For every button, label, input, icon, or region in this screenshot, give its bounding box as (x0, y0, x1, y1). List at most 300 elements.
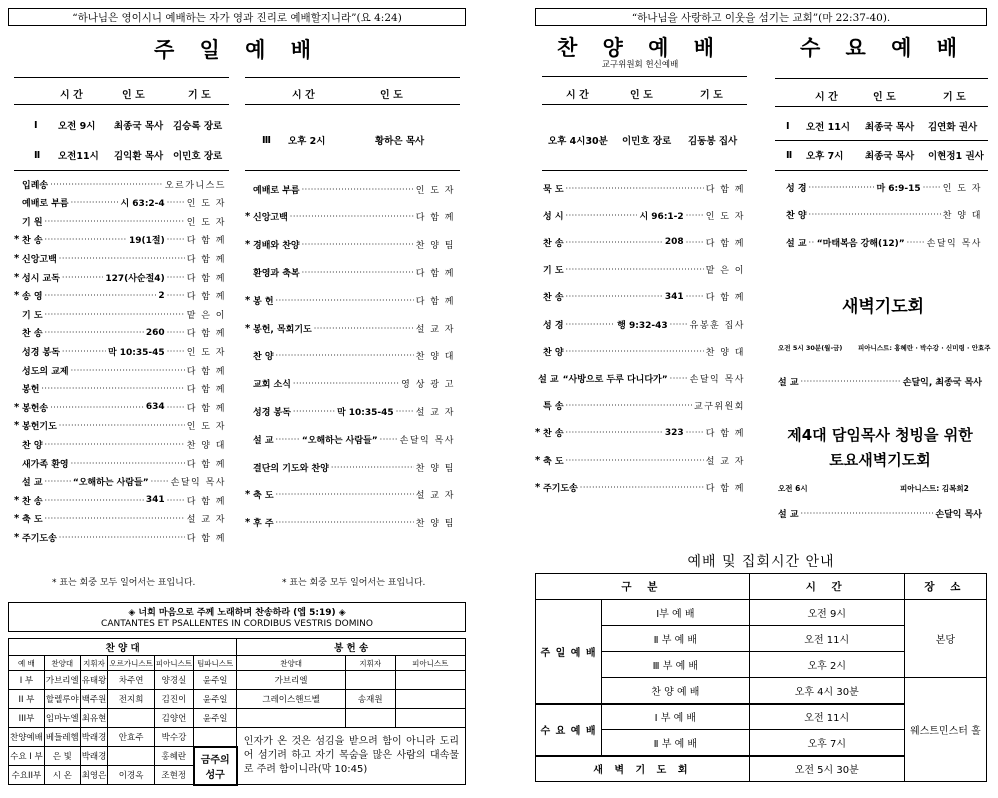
order-item-name: 설 교 (253, 435, 274, 446)
other-place: 웨스트민스터 홀 (904, 678, 986, 782)
leader-dots (41, 384, 184, 393)
standing-mark: * (245, 211, 251, 223)
order-item (778, 235, 982, 249)
order-item (245, 516, 455, 530)
order-item-name: 후 주 (253, 519, 274, 530)
order-item-assignee: 설 교 자 (415, 324, 455, 335)
choir-col-header: 지휘자 (80, 656, 108, 671)
choir-cell (395, 671, 465, 690)
choir-cell: 박래경 (80, 728, 108, 747)
divider (245, 170, 460, 171)
leader-dots (167, 328, 185, 337)
order-item-assignee: 다 함 께 (415, 268, 455, 279)
order-item-name: 성도의 교제 (22, 366, 69, 377)
header-leader: 인 도 (122, 90, 145, 101)
choir-col-header: 찬양대 (237, 656, 346, 671)
leader-dots (670, 320, 688, 329)
order-item (14, 419, 226, 433)
order-item (14, 270, 226, 284)
standing-mark: * (14, 513, 20, 525)
choir-table (8, 638, 466, 786)
schedule-table (535, 573, 987, 782)
order-item (14, 530, 226, 544)
standing-mark: * (14, 494, 20, 506)
order-item-name: 설 교 (22, 478, 43, 489)
order-item-assignee: 찬 양 대 (415, 352, 455, 363)
order-item-name: 예배로 부름 (22, 199, 69, 210)
leader-dots (801, 377, 901, 386)
order-item-assignee: 다 함 께 (705, 184, 745, 195)
order-item-assignee: 설 교 자 (415, 491, 455, 502)
leader-dots (276, 490, 414, 499)
order-item-name: 교회 소식 (253, 380, 291, 391)
order-item (535, 344, 745, 358)
standing-mark: * (535, 427, 541, 439)
order-item-name: 찬 양 (22, 440, 43, 451)
choir-cell: 최유현 (80, 709, 108, 728)
divider (14, 77, 229, 78)
order-item (14, 251, 226, 265)
schedule-service: 찬 양 예 배 (602, 678, 750, 704)
order-item-name: 예배로 부름 (253, 185, 300, 196)
order-item-detail: “사방으로 두루 다니다가” (562, 374, 668, 385)
saturday-time: 오전 6시 (778, 484, 808, 493)
service-prayer: 이현정1 권사 (928, 151, 984, 162)
leader-dots (566, 184, 704, 193)
dawn-pianists: 피아니스트: 홍혜란 · 박수강 · 신미령 · 안효주 (858, 344, 991, 352)
leader-dots (167, 198, 185, 207)
order-item (245, 210, 455, 224)
standing-mark: * (14, 234, 20, 246)
standing-mark: * (245, 322, 251, 334)
order-item-name: 축 도 (253, 491, 274, 502)
header-prayer: 기 도 (700, 90, 723, 101)
standing-mark: * (14, 401, 20, 413)
service-number: Ⅲ (262, 135, 271, 146)
choir-cell: I 부 (9, 671, 45, 690)
order-item-name: 새가족 환영 (22, 459, 69, 470)
order-item-assignee: 다 함 께 (415, 296, 455, 307)
order-item-assignee: 설 교 자 (705, 456, 745, 467)
leader-dots (45, 291, 157, 300)
divider (542, 76, 747, 77)
order-item-detail: 260 (145, 327, 165, 338)
choir-verse-latin: CANTANTES ET PSALLENTES IN CORDIBUS VESTRIS DOMINO (101, 619, 373, 629)
leader-dots (331, 463, 414, 472)
choir-cell: 이경옥 (108, 766, 154, 785)
order-item (245, 238, 455, 252)
order-item-assignee: 다 함 께 (705, 238, 745, 249)
choir-cell: 임마누엘 (44, 709, 80, 728)
order-item-name: 찬 송 (543, 293, 564, 304)
order-item (245, 488, 455, 502)
header-time: 시 간 (292, 90, 315, 101)
divider (542, 104, 747, 105)
order-item (245, 265, 455, 279)
offertory-group-header: 봉 헌 송 (237, 639, 466, 656)
order-item-assignee: 다 함 께 (186, 385, 226, 396)
order-item-name: 성경 봉독 (253, 407, 291, 418)
order-item-name: 기 도 (22, 310, 43, 321)
order-item-name: 찬 양 (786, 211, 807, 221)
order-item-assignee: 다 함 께 (186, 366, 226, 377)
choir-cell: II 부 (9, 690, 45, 709)
divider (14, 104, 229, 105)
order-item-assignee: 찬 양 대 (705, 347, 745, 358)
order-item-assignee: 인 도 자 (186, 347, 226, 358)
choir-col-header: 찬양대 (44, 656, 80, 671)
leader-dots (276, 518, 414, 527)
order-item-detail: “마태복음 강해(12)” (816, 238, 905, 249)
order-item-name: 묵 도 (543, 184, 564, 195)
order-item-detail: 127(사순절4) (105, 273, 165, 284)
order-item-detail: 208 (664, 237, 684, 248)
dawn-time: 오전 5시 30분(월-금) (778, 344, 843, 352)
leader-dots (809, 183, 875, 192)
schedule-time: 오후 2시 (749, 652, 904, 678)
divider (245, 104, 460, 105)
order-item (535, 371, 745, 385)
choir-cell: 가브리엘 (44, 671, 80, 690)
choir-cell (194, 728, 237, 747)
order-item (14, 326, 226, 340)
leader-dots (45, 310, 185, 319)
order-item (245, 321, 455, 335)
order-item-name: 찬 송 (543, 238, 564, 249)
order-item (245, 349, 455, 363)
schedule-service: Ⅰ 부 예 배 (602, 704, 750, 730)
order-item (535, 263, 745, 277)
order-item (778, 180, 982, 194)
order-item-assignee: 다 함 께 (186, 329, 226, 340)
order-item-detail: 시 96:1-2 (639, 211, 684, 222)
order-item (245, 377, 455, 391)
choir-col-header: 지휘자 (345, 656, 395, 671)
standing-mark: * (535, 454, 541, 466)
order-item-name: 봉헌송 (22, 403, 49, 414)
order-item (14, 475, 226, 489)
order-item (14, 344, 226, 358)
divider (14, 170, 229, 171)
choir-cell: 가브리엘 (237, 671, 346, 690)
sunday-place: 본당 (904, 600, 986, 678)
choir-cell: 차주연 (108, 671, 154, 690)
schedule-time: 오전 11시 (749, 704, 904, 730)
choir-cell: 유태왕 (80, 671, 108, 690)
schedule-time: 오후 4시 30분 (749, 678, 904, 704)
order-item-name: 성 경 (543, 320, 564, 331)
order-item-assignee: 다 함 께 (186, 496, 226, 507)
leader-dots (801, 509, 934, 518)
order-item-assignee: 다 함 께 (705, 429, 745, 440)
header-prayer: 기 도 (188, 90, 211, 101)
order-item-assignee: 다 함 께 (186, 236, 226, 247)
service-time: 오후 2시 (288, 136, 326, 147)
standing-note: * 표는 회중 모두 일어서는 표입니다. (52, 578, 196, 588)
leader-dots (302, 240, 414, 249)
leader-dots (380, 435, 398, 444)
choir-cell: 윤주일 (194, 709, 237, 728)
order-item-name: 기 원 (22, 217, 43, 228)
order-item (14, 214, 226, 228)
order-item (14, 363, 226, 377)
order-item-name: 봉헌기도 (22, 422, 57, 433)
leader-dots (566, 428, 663, 437)
choir-col-header: 피아니스트 (395, 656, 465, 671)
choir-col-header: 오르가니스트 (108, 656, 154, 671)
header-time: 시 간 (60, 90, 83, 101)
order-item-name: 경배와 찬양 (253, 241, 300, 252)
choir-cell (237, 709, 346, 728)
order-item-assignee: 다 함 께 (705, 483, 745, 494)
leader-dots (566, 265, 704, 274)
standing-note: * 표는 회중 모두 일어서는 표입니다. (282, 578, 426, 588)
choir-cell: 수요 I 부 (9, 747, 45, 766)
left-quote: “하나님은 영이시니 예배하는 자가 영과 진리로 예배할지니라”(요 4:24) (8, 8, 466, 26)
leader-dots (50, 403, 144, 412)
choir-cell (395, 690, 465, 709)
order-item-detail: “오해하는 사람들” (301, 435, 378, 446)
choir-cell: 윤주일 (194, 690, 237, 709)
order-item (14, 307, 226, 321)
choir-cell: 송재원 (345, 690, 395, 709)
divider (775, 140, 988, 141)
service-leader: 이민호 장로 (622, 136, 672, 147)
service-number: Ⅰ (786, 121, 790, 132)
order-item-name: 성경 봉독 (22, 347, 60, 358)
standing-mark: * (245, 517, 251, 529)
order-item-name: 기 도 (543, 266, 564, 277)
leader-dots (167, 235, 185, 244)
order-item-name: 주기도송 (543, 483, 578, 494)
order-item-assignee: 인 도 자 (942, 183, 982, 194)
order-item-assignee: 인 도 자 (705, 211, 745, 222)
standing-mark: * (535, 481, 541, 493)
leader-dots (59, 421, 185, 430)
sunday-worship-label: 주 일 예 배 (536, 600, 602, 704)
choir-cell (108, 747, 154, 766)
order-item-name: 찬 양 (543, 347, 564, 358)
leader-dots (71, 198, 119, 207)
saturday-sermon-value: 손달익 목사 (935, 509, 982, 520)
divider (775, 78, 988, 79)
order-item-name: 설 교 (786, 238, 807, 249)
standing-mark: * (14, 271, 20, 283)
order-item-assignee: 영 상 광 고 (401, 380, 455, 391)
leader-dots (59, 533, 185, 542)
order-item-assignee: 인 도 자 (186, 217, 226, 228)
leader-dots (314, 324, 414, 333)
leader-dots (566, 292, 663, 301)
leader-dots (45, 235, 127, 244)
order-item (14, 233, 226, 247)
order-item-name: 설 교 (538, 374, 559, 385)
divider (245, 77, 460, 78)
order-item-assignee: 인 도 자 (186, 422, 226, 433)
choir-cell: 은 빛 (44, 747, 80, 766)
choir-cell: 홍혜란 (154, 747, 193, 766)
service-number: Ⅱ (786, 150, 793, 161)
service-time: 오후 4시30분 (548, 136, 608, 147)
choir-cell: 베들레헴 (44, 728, 80, 747)
order-item-assignee: 손달익 목사 (926, 238, 982, 249)
order-item-assignee: 인 도 자 (186, 199, 226, 210)
order-item-name: 봉 헌 (253, 296, 274, 307)
saturday-prayer-title1: 제4대 담임목사 청빙을 위한 (787, 426, 973, 444)
service-time: 오전11시 (58, 151, 99, 162)
leader-dots (686, 238, 704, 247)
dawn-sermon-label: 설 교 (778, 377, 799, 388)
order-item (245, 432, 455, 446)
saturday-sermon-label: 설 교 (778, 509, 799, 520)
order-item (535, 480, 745, 494)
weekly-verse: 인자가 온 것은 섬김을 받으려 함이 아니라 도리어 섬기려 하고 자기 목숨을 많은 사람의 대속물로 주려 함이니라(막 10:45) (237, 728, 466, 785)
standing-mark: * (14, 290, 20, 302)
choir-cell (345, 709, 395, 728)
order-item-name: 송 영 (22, 292, 43, 303)
order-item-assignee: 교구위원회 (694, 402, 745, 413)
order-item-assignee: 다 함 께 (186, 292, 226, 303)
choir-cell: 박수강 (154, 728, 193, 747)
service-number: Ⅱ (34, 150, 41, 161)
order-item-assignee: 찬 양 팀 (415, 463, 455, 474)
schedule-col-time: 시 간 (749, 574, 904, 600)
standing-mark: * (14, 531, 20, 543)
order-item-assignee: 찬 양 대 (942, 211, 982, 221)
order-item (535, 317, 745, 331)
choir-verse-box (8, 602, 466, 632)
order-item-name: 신앙고백 (253, 213, 288, 224)
order-item-assignee: 맡 은 이 (186, 310, 226, 321)
service-number: Ⅰ (34, 120, 38, 131)
order-item-detail: 행 9:32-43 (617, 320, 668, 331)
choir-cell: 시 온 (44, 766, 80, 785)
schedule-time: 오전 5시 30분 (749, 756, 904, 782)
leader-dots (580, 483, 704, 492)
order-item (14, 196, 226, 210)
praise-subtitle: 교구위원회 헌신예배 (601, 60, 679, 70)
leader-dots (809, 210, 941, 219)
leader-dots (809, 238, 815, 247)
leader-dots (167, 403, 185, 412)
choir-col-header: 피아니스트 (154, 656, 193, 671)
choir-cell: 김양언 (154, 709, 193, 728)
leader-dots (396, 407, 414, 416)
order-item-name: 봉헌, 목회기도 (253, 324, 312, 335)
leader-dots (670, 374, 688, 383)
service-leader: 최종국 목사 (865, 151, 915, 162)
service-time: 오전 11시 (806, 122, 851, 133)
order-item (14, 400, 226, 414)
header-prayer: 기 도 (943, 92, 966, 103)
order-item-detail: 19(1절) (128, 236, 165, 247)
order-item-assignee: 손달익 목사 (689, 374, 745, 385)
choir-cell: 조현정 (154, 766, 193, 785)
choir-cell: 할렐루야 (44, 690, 80, 709)
dawn-sermon-row (778, 374, 982, 388)
order-item (245, 404, 455, 418)
divider (775, 170, 988, 171)
choir-cell: 박래경 (80, 747, 108, 766)
order-item-assignee: 다 함 께 (186, 459, 226, 470)
order-item-assignee: 설 교 자 (415, 407, 455, 418)
leader-dots (167, 273, 185, 282)
order-item-detail: 323 (664, 427, 684, 438)
schedule-service: Ⅱ 부 예 배 (602, 730, 750, 756)
saturday-prayer-title2: 토요새벽기도회 (829, 451, 931, 469)
schedule-service: Ⅱ 부 예 배 (602, 626, 750, 652)
schedule-col-category: 구 분 (536, 574, 750, 600)
order-item-detail: 341 (145, 495, 165, 506)
choir-verse-korean: ◈ 너희 마음으로 주께 노래하며 찬송하라 (엡 5:19) ◈ (128, 608, 346, 618)
order-item-assignee: 오르가니스드 (164, 180, 226, 191)
standing-mark: * (245, 239, 251, 251)
leader-dots (293, 407, 335, 416)
service-leader: 최종국 목사 (865, 122, 915, 133)
header-leader: 인 도 (630, 90, 653, 101)
schedule-title: 예배 및 집회시간 안내 (687, 554, 835, 570)
order-item (245, 460, 455, 474)
order-item-name: 찬 송 (22, 236, 43, 247)
service-leader: 황하은 목사 (375, 136, 425, 147)
dawn-sermon-value: 손달익, 최종국 목사 (902, 377, 982, 388)
choir-cell: 찬양예배 (9, 728, 45, 747)
leader-dots (923, 183, 941, 192)
order-item-name: 성 경 (786, 183, 807, 194)
order-item (535, 453, 745, 467)
order-item-assignee: 찬 양 대 (186, 440, 226, 451)
standing-mark: * (245, 294, 251, 306)
order-item-detail: 시 63:2-4 (120, 199, 165, 210)
choir-cell: 백주원 (80, 690, 108, 709)
order-item-name: 봉헌 (22, 385, 40, 396)
right-quote: “하나님을 사랑하고 이웃을 섬기는 교회”(마 22:37-40). (535, 8, 987, 26)
wednesday-worship-title: 수 요 예 배 (799, 36, 967, 60)
order-item-detail: “오해하는 사람들” (72, 478, 149, 489)
order-item-assignee: 설 교 자 (186, 515, 226, 526)
header-time: 시 간 (566, 90, 589, 101)
leader-dots (45, 496, 144, 505)
choir-cell (108, 709, 154, 728)
header-time: 시 간 (815, 92, 838, 103)
schedule-col-place: 장 소 (904, 574, 986, 600)
leader-dots (566, 211, 638, 220)
order-item-detail: 막 10:35-45 (107, 347, 165, 358)
dawn-prayer-title: 새벽기도회 (841, 297, 925, 317)
order-item-name: 환영과 축복 (253, 268, 300, 279)
leader-dots (686, 211, 704, 220)
leader-dots (62, 347, 106, 356)
choir-cell: 안효주 (108, 728, 154, 747)
header-leader: 인 도 (380, 90, 403, 101)
choir-cell: 윤주일 (194, 671, 237, 690)
choir-cell: 최영은 (80, 766, 108, 785)
saturday-pianist: 피아니스트: 김복희2 (900, 484, 969, 493)
order-item-assignee: 손달익 목사 (170, 478, 226, 489)
schedule-time: 오전 9시 (749, 600, 904, 626)
order-item-detail: 634 (145, 402, 165, 413)
order-item-detail: 막 10:35-45 (336, 407, 394, 418)
service-prayer: 김승록 장로 (173, 121, 223, 132)
header-leader: 인 도 (873, 92, 896, 103)
order-item-assignee: 다 함 께 (415, 213, 455, 224)
leader-dots (566, 347, 704, 356)
order-item (778, 208, 982, 222)
leader-dots (59, 254, 185, 263)
leader-dots (45, 477, 71, 486)
schedule-service: Ⅰ부 예 배 (602, 600, 750, 626)
order-item-detail: 마 6:9-15 (876, 183, 921, 194)
